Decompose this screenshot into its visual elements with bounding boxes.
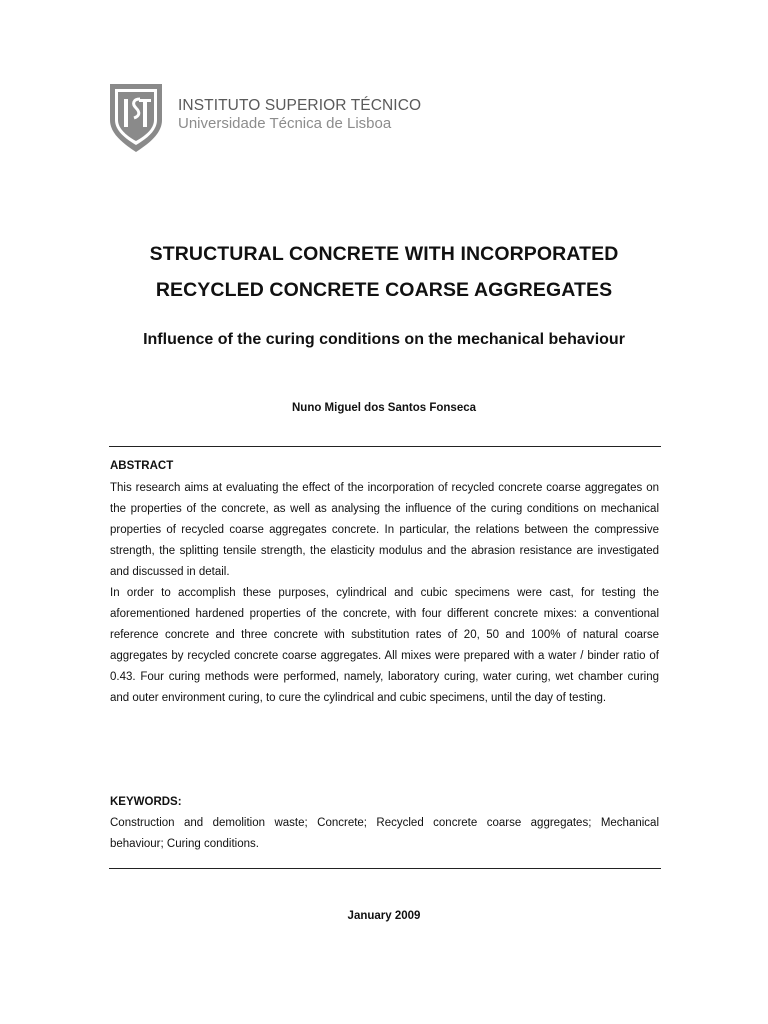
abstract-heading: ABSTRACT: [110, 460, 174, 472]
ist-shield-icon: [108, 82, 164, 154]
institution-name-line1: INSTITUTO SUPERIOR TÉCNICO: [178, 97, 422, 114]
bottom-divider: [109, 868, 661, 869]
title-line2: RECYCLED CONCRETE COARSE AGGREGATES: [155, 279, 613, 301]
institution-logo: [108, 82, 421, 154]
keywords-heading: KEYWORDS:: [110, 796, 182, 808]
document-title: [0, 236, 768, 308]
title-line1: STRUCTURAL CONCRETE WITH INCORPORATED: [149, 243, 619, 265]
abstract-paragraph-2: In order to accomplish these purposes, cylindrical and cubic specimens were cast, for testing the aforementioned hardened properties of the concrete, with four different concrete mixes: a conventional reference concrete and three concrete with substitution rates of 20, 50 and 100% of natural coarse aggregates by recycled concrete coarse aggregates. All mixes were prepared with a water / binder ratio of 0.43. Four curing methods were performed, namely, laboratory curing, water curing, wet chamber curing and outer environment curing, to cure the cylindrical and cubic specimens, until the day of testing.: [110, 587, 659, 704]
abstract-paragraph-1: This research aims at evaluating the effect of the incorporation of recycled concrete coarse aggregates on the properties of the concrete, as well as analysing the influence of the curing conditions on mechanical properties of recycled coarse aggregates concrete. In particular, the relations between the compressive strength, the splitting tensile strength, the elasticity modulus and the abrasion resistance are investigated and discussed in detail.: [110, 482, 659, 578]
author-name: Nuno Miguel dos Santos Fonseca: [291, 402, 477, 414]
keywords-body: [110, 813, 659, 855]
publication-date: January 2009: [347, 910, 421, 922]
top-divider: [109, 446, 661, 447]
svg-text:IST: IST: [136, 134, 138, 135]
institution-name: [178, 97, 421, 133]
document-subtitle: Influence of the curing conditions on the mechanical behaviour: [143, 331, 625, 348]
institution-name-line2: Universidade Técnica de Lisboa: [178, 115, 392, 132]
keywords-text: Construction and demolition waste; Concrete; Recycled concrete coarse aggregates; Mechanical behaviour; Curing conditions.: [110, 817, 659, 850]
abstract-body: [110, 478, 659, 709]
